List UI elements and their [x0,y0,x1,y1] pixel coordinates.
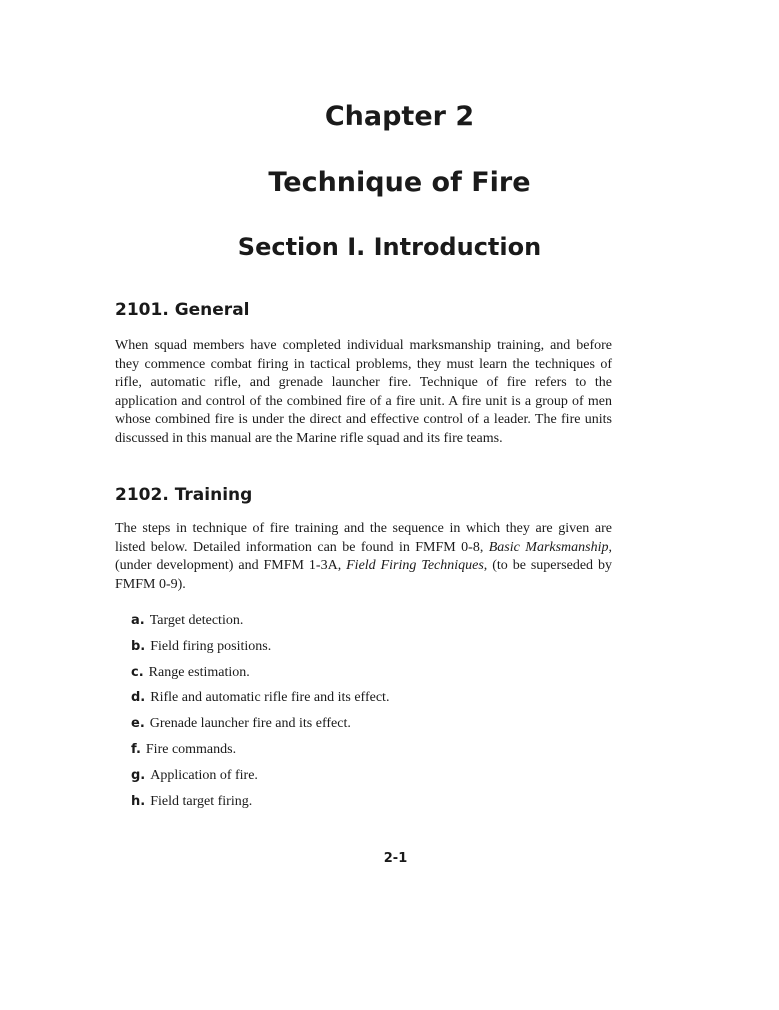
list-item-text: Rifle and automatic rifle fire and its effect. [150,690,390,706]
list-item-text: Range estimation. [148,664,250,680]
training-steps-list [131,613,389,819]
list-item [131,690,389,716]
list-item-text: Fire commands. [145,741,237,757]
basic-marksmanship-title: Basic Marksmanship [488,539,609,555]
list-item [131,613,389,639]
list-item-letter: e. [131,716,145,732]
section-heading-training: 2102. Training [115,485,253,505]
list-item [131,794,389,820]
training-text-3: , (to be superseded by FMFM 0-9). [115,558,612,592]
list-item-text: Grenade launcher fire and its effect. [149,716,351,732]
training-paragraph [115,520,612,594]
section-title: Section I. Introduction [237,233,542,261]
list-item-text: Target detection. [149,613,244,628]
chapter-title: Chapter 2 [324,101,475,132]
list-item [131,716,389,742]
training-text-2: , (under development) and FMFM 1-3A, [115,539,613,574]
list-item-letter: b. [131,638,146,654]
list-item [131,768,389,794]
page-number: 2-1 [383,851,408,866]
section-heading-general: 2101. General [115,300,250,320]
list-item-letter: g. [131,767,146,783]
general-paragraph: When squad members have completed individual marksmanship training, and before they commence combat firing in tactical problems, they must learn the techniques of rifle, automatic rifle, and grenade launcher fire. Technique of fire refers to the application and control of the combined fire of a fire unit. A fire unit is a group of men whose combined fire is under the direct and effective control of a leader. The fire units discussed in this manual are the Marine rifle squad and its fire teams. [115,338,612,446]
list-item [131,665,389,691]
list-item-letter: c. [131,664,144,680]
field-firing-techniques-title: Field Firing Techniques [346,558,484,574]
list-item [131,639,389,665]
list-item-letter: f. [131,741,141,757]
training-text-1: The steps in technique of fire training and the sequence in which they are given are listed below. Detailed information can be found in FMFM 0-8, [115,521,612,555]
list-item-text: Application of fire. [150,767,258,783]
chapter-subtitle: Technique of Fire [268,167,531,198]
list-item-text: Field target firing. [150,793,253,809]
list-item-letter: a. [131,613,145,628]
list-item-letter: d. [131,690,146,706]
list-item-text: Field firing positions. [150,638,272,654]
list-item [131,742,389,768]
list-item-letter: h. [131,793,146,809]
